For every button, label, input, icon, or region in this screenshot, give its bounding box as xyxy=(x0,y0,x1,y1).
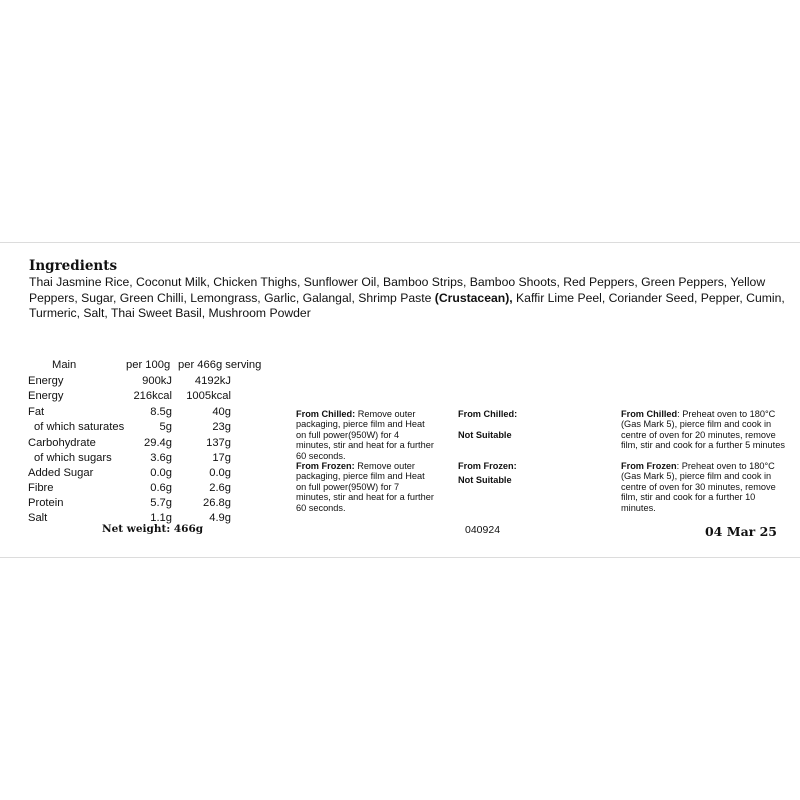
nutrition-row-label: Fibre xyxy=(28,482,54,494)
microwave-chilled-text: Remove outer packaging, pierce film and Heat on full power(950W) for 4 minutes, stir and heat for a further 60 seconds. xyxy=(296,409,434,461)
nutrition-row-label: Protein xyxy=(28,497,64,509)
allergen-crustacean: (Crustacean), xyxy=(434,290,513,305)
oven-frozen-label: From Frozen xyxy=(621,461,677,471)
nutrition-row-per100: 900kJ xyxy=(142,375,172,387)
nutrition-row-label: Added Sugar xyxy=(28,467,94,479)
nutrition-header-per100g: per 100g xyxy=(126,359,171,371)
ingredients-list xyxy=(29,275,789,322)
oven-frozen-text: : Preheat oven to 180°C (Gas Mark 5), pierce film and cook in centre of oven for 30 minutes, remove film, stir and cook for a further 10 minutes. xyxy=(621,461,776,513)
oven-frozen-instructions xyxy=(621,461,791,513)
ingredients-text-1: Thai Jasmine Rice, Coconut Milk, Chicken Thighs, Sunflower Oil, Bamboo Strips, Bamboo Shoots, Red Peppers, Green Peppers, Yellow Peppers, Sugar, Green Chilli, Lemongrass, Garlic, Galangal, Shrimp Paste xyxy=(29,275,766,305)
nutrition-row-serving: 26.8g xyxy=(203,497,231,509)
nutrition-row-serving: 137g xyxy=(206,437,231,449)
nutrition-row-label: Carbohydrate xyxy=(28,437,96,449)
nutrition-row-per100: 0.0g xyxy=(150,467,172,479)
method-chilled-label: From Chilled: xyxy=(458,409,518,419)
nutrition-row-per100: 0.6g xyxy=(150,482,172,494)
nutrition-row-label: Fat xyxy=(28,406,45,418)
nutrition-row-label: Energy xyxy=(28,375,64,387)
nutrition-row-serving: 4.9g xyxy=(209,512,231,524)
nutrition-row-serving: 17g xyxy=(212,452,231,464)
nutrition-row-label: of which saturates xyxy=(34,421,125,433)
oven-chilled-label: From Chilled xyxy=(621,409,678,419)
nutrition-header-main: Main xyxy=(52,359,77,371)
nutrition-row-serving: 40g xyxy=(212,406,231,418)
bottom-divider xyxy=(0,557,800,558)
batch-code: 040924 xyxy=(465,524,501,536)
nutrition-row-per100: 5g xyxy=(159,421,172,433)
nutrition-row-serving: 1005kcal xyxy=(186,390,231,402)
nutrition-row-per100: 3.6g xyxy=(150,452,172,464)
nutrition-row-per100: 5.7g xyxy=(150,497,172,509)
nutrition-row-label: of which sugars xyxy=(34,452,112,464)
nutrition-row-serving: 0.0g xyxy=(209,467,231,479)
nutrition-row-per100: 1.1g xyxy=(150,512,172,524)
microwave-chilled-label: From Chilled: xyxy=(296,409,356,419)
top-divider xyxy=(0,242,800,243)
nutrition-row-per100: 216kcal xyxy=(133,390,172,402)
ingredients-title: Ingredients xyxy=(29,258,118,274)
nutrition-row-serving: 2.6g xyxy=(209,482,231,494)
nutrition-row-per100: 29.4g xyxy=(144,437,172,449)
microwave-frozen-label: From Frozen: xyxy=(296,461,355,471)
method-chilled-value: Not Suitable xyxy=(458,430,512,440)
oven-chilled-text: : Preheat oven to 180°C (Gas Mark 5), pierce film and cook in centre of oven for 20 minutes, remove film, stir and cook for a further 5 minutes xyxy=(621,409,785,451)
nutrition-header-serving: per 466g serving xyxy=(178,359,262,371)
microwave-frozen-text: Remove outer packaging, pierce film and Heat on full power(950W) for 7 minutes, stir and heat for a further 60 seconds. xyxy=(296,461,434,513)
ingredients-text-2: Kaffir Lime Peel, Coriander Seed, Pepper, Cumin, Turmeric, Salt, Thai Sweet Basil, Mushroom Powder xyxy=(29,290,785,320)
nutrition-row-serving: 23g xyxy=(212,421,231,433)
method-frozen-label: From Frozen: xyxy=(458,461,517,471)
nutrition-row-label: Salt xyxy=(28,512,48,524)
method-frozen-value: Not Suitable xyxy=(458,475,512,485)
nutrition-row-serving: 4192kJ xyxy=(194,375,231,387)
nutrition-row-label: Energy xyxy=(28,390,64,402)
nutrition-row-per100: 8.5g xyxy=(150,406,172,418)
net-weight: Net weight: 466g xyxy=(102,523,204,535)
best-before-date: 04 Mar 25 xyxy=(704,524,777,539)
microwave-frozen-instructions xyxy=(296,461,436,513)
microwave-chilled-instructions xyxy=(296,409,436,461)
oven-chilled-instructions xyxy=(621,409,791,451)
